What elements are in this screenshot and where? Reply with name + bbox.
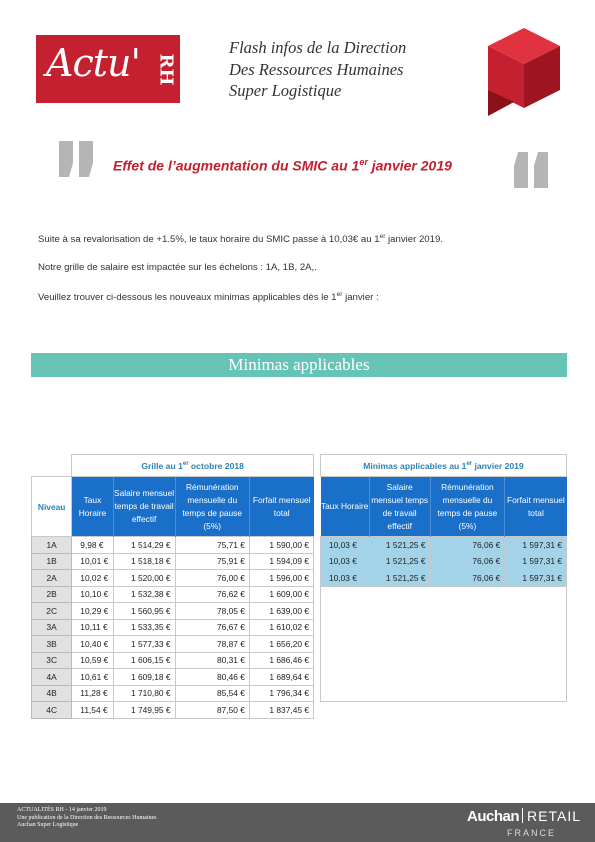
table-row (321, 553, 567, 570)
taux-cell: 10,59 € (72, 652, 113, 669)
footer (0, 803, 595, 842)
salaire-cell: 1 577,33 € (113, 636, 175, 653)
pause-cell: 87,50 € (175, 702, 249, 719)
pause-cell: 80,46 € (175, 669, 249, 686)
salaire-cell: 1 532,38 € (113, 586, 175, 603)
actu-rh-logo (36, 35, 180, 103)
table-row (32, 586, 314, 603)
salaire-cell: 1 520,00 € (113, 570, 175, 587)
salary-grid-table-2018 (31, 454, 314, 719)
pause-cell: 76,00 € (175, 570, 249, 587)
col-header-salaire: Salaire mensuel temps de travail effectif (369, 477, 430, 537)
auchan-retail-logo: Auchan RETAIL FRANCE (467, 808, 581, 838)
col-header-salaire: Salaire mensuel temps de travail effectif (113, 477, 175, 537)
forfait-cell: 1 597,31 € (505, 553, 567, 570)
pause-cell: 85,54 € (175, 685, 249, 702)
empty-table-area (321, 586, 567, 701)
table-row (32, 619, 314, 636)
article-title: Effet de l’augmentation du SMIC au 1er janvier 2019 (113, 157, 452, 174)
table-row (32, 702, 314, 719)
header-line-1: Flash infos de la Direction (229, 38, 407, 57)
col-header-forfait: Forfait mensuel total (249, 477, 313, 537)
forfait-cell: 1 597,31 € (505, 570, 567, 587)
niveau-cell: 4C (32, 702, 72, 719)
table-row (32, 636, 314, 653)
taux-cell: 10,03 € (321, 570, 370, 587)
niveau-cell: 4A (32, 669, 72, 686)
niveau-cell: 3B (32, 636, 72, 653)
taux-cell: 10,02 € (72, 570, 113, 587)
salaire-cell: 1 533,35 € (113, 619, 175, 636)
forfait-cell: 1 689,64 € (249, 669, 313, 686)
minimas-2019-title: Minimas applicables au 1er janvier 2019 (321, 455, 567, 477)
table-row (32, 652, 314, 669)
pause-cell: 76,06 € (430, 553, 505, 570)
col-header-pause: Rémunération mensuelle du temps de pause (5%) (175, 477, 249, 537)
salaire-cell: 1 606,15 € (113, 652, 175, 669)
forfait-cell: 1 639,00 € (249, 603, 313, 620)
close-quote-icon (514, 152, 554, 192)
pause-cell: 75,91 € (175, 553, 249, 570)
salaire-cell: 1 521,25 € (369, 537, 430, 554)
minimum-wage-table-2019 (320, 454, 567, 702)
table-row (32, 570, 314, 587)
col-header-taux: Taux Horaire (72, 477, 113, 537)
header-title (229, 37, 406, 102)
niveau-cell: 3A (32, 619, 72, 636)
taux-cell: 11,54 € (72, 702, 113, 719)
salaire-cell: 1 560,95 € (113, 603, 175, 620)
header-line-3: Super Logistique (229, 81, 342, 100)
red-cube-icon (488, 28, 560, 116)
logo-rh: RH (155, 53, 177, 85)
taux-cell: 10,03 € (321, 537, 370, 554)
taux-cell: 10,03 € (321, 553, 370, 570)
table-row (32, 537, 314, 554)
intro-paragraph-2: Notre grille de salaire est impactée sur les échelons : 1A, 1B, 2A,. (38, 262, 317, 273)
table-row (32, 553, 314, 570)
niveau-cell: 2C (32, 603, 72, 620)
forfait-cell: 1 590,00 € (249, 537, 313, 554)
table-row (32, 669, 314, 686)
forfait-cell: 1 597,31 € (505, 537, 567, 554)
forfait-cell: 1 686,46 € (249, 652, 313, 669)
niveau-cell: 2A (32, 570, 72, 587)
forfait-cell: 1 610,02 € (249, 619, 313, 636)
salaire-cell: 1 609,18 € (113, 669, 175, 686)
niveau-header: Niveau (32, 477, 72, 537)
forfait-cell: 1 656,20 € (249, 636, 313, 653)
taux-cell: 9,98 € (72, 537, 113, 554)
pause-cell: 76,62 € (175, 586, 249, 603)
table-row (321, 537, 567, 554)
table-row (32, 603, 314, 620)
grid-2018-title: Grille au 1er octobre 2018 (72, 455, 314, 477)
table-row (321, 570, 567, 587)
salaire-cell: 1 749,95 € (113, 702, 175, 719)
pause-cell: 80,31 € (175, 652, 249, 669)
forfait-cell: 1 837,45 € (249, 702, 313, 719)
forfait-cell: 1 596,00 € (249, 570, 313, 587)
pause-cell: 78,05 € (175, 603, 249, 620)
col-header-taux: Taux Horaire (321, 477, 370, 537)
section-title: Minimas applicables (228, 355, 370, 374)
pause-cell: 78,87 € (175, 636, 249, 653)
table-row (32, 685, 314, 702)
pause-cell: 76,06 € (430, 537, 505, 554)
taux-cell: 10,61 € (72, 669, 113, 686)
taux-cell: 10,11 € (72, 619, 113, 636)
niveau-cell: 3C (32, 652, 72, 669)
intro-paragraph-3: Veuillez trouver ci-dessous les nouveaux minimas applicables dès le 1er janvier : (38, 291, 379, 304)
footer-publication-info: ACTUALITÉS RH - 14 janvier 2019 Une publication de la Direction des Ressources Humaines Auchan Super Logistique (17, 807, 157, 828)
niveau-cell: 4B (32, 685, 72, 702)
taux-cell: 10,29 € (72, 603, 113, 620)
forfait-cell: 1 796,34 € (249, 685, 313, 702)
intro-paragraph-1: Suite à sa revalorisation de +1.5%, le taux horaire du SMIC passe à 10,03€ au 1er janvier 2019. (38, 233, 443, 246)
open-quote-icon (59, 141, 99, 181)
logo-text: Actu' (46, 41, 140, 85)
niveau-cell: 1B (32, 553, 72, 570)
col-header-forfait: Forfait mensuel total (505, 477, 567, 537)
salaire-cell: 1 521,25 € (369, 570, 430, 587)
niveau-cell: 2B (32, 586, 72, 603)
taux-cell: 10,40 € (72, 636, 113, 653)
forfait-cell: 1 594,09 € (249, 553, 313, 570)
pause-cell: 76,67 € (175, 619, 249, 636)
niveau-cell: 1A (32, 537, 72, 554)
salaire-cell: 1 710,80 € (113, 685, 175, 702)
taux-cell: 10,01 € (72, 553, 113, 570)
taux-cell: 10,10 € (72, 586, 113, 603)
header-line-2: Des Ressources Humaines (229, 59, 404, 79)
section-banner (31, 353, 567, 377)
col-header-pause: Rémunération mensuelle du temps de pause (5%) (430, 477, 505, 537)
salaire-cell: 1 518,18 € (113, 553, 175, 570)
forfait-cell: 1 609,00 € (249, 586, 313, 603)
taux-cell: 11,28 € (72, 685, 113, 702)
salaire-cell: 1 521,25 € (369, 553, 430, 570)
pause-cell: 75,71 € (175, 537, 249, 554)
salaire-cell: 1 514,29 € (113, 537, 175, 554)
pause-cell: 76,06 € (430, 570, 505, 587)
